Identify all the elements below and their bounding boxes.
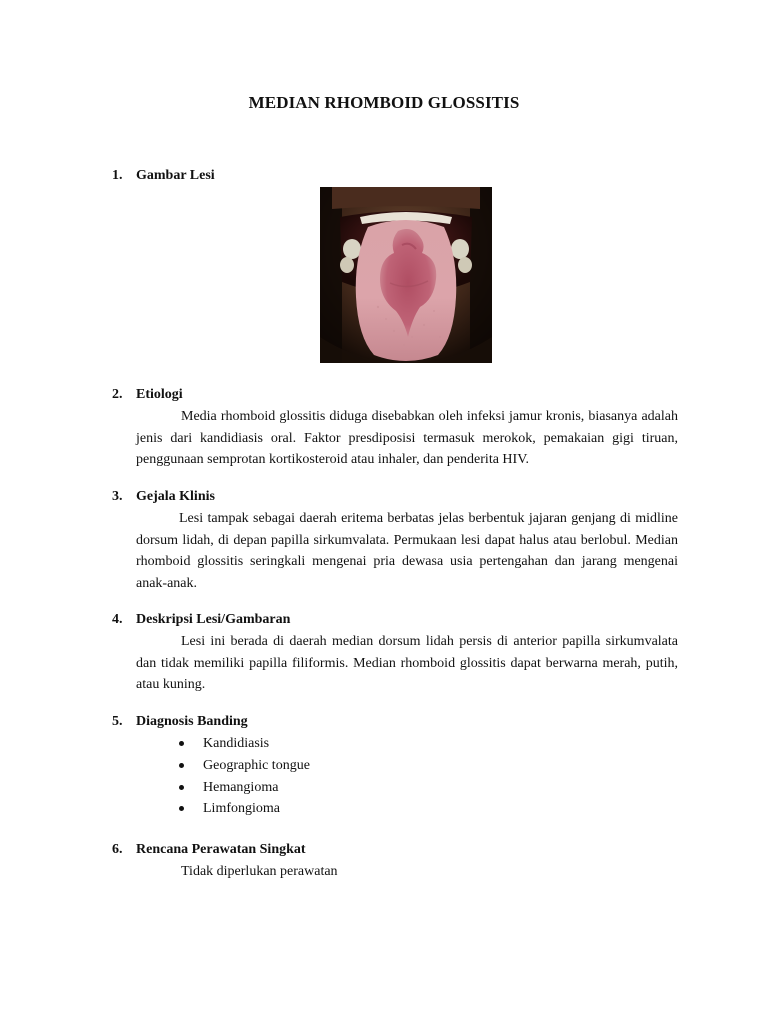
section-heading	[112, 384, 678, 406]
section-number: 1.	[112, 168, 123, 183]
section-title: Gejala Klinis	[136, 489, 215, 504]
list-item	[112, 733, 678, 755]
section-paragraph: Media rhomboid glossitis diduga disebabkan oleh infeksi jamur kronis, biasanya adalah jenis dari kandidiasis oral. Faktor presdiposisi termasuk merokok, pemakaian gigi tiruan, penggunaan semprotan kortikosteroid atau inhaler, dan penderita HIV.	[136, 409, 678, 467]
diagnosis-list	[112, 733, 678, 820]
section-title: Gambar Lesi	[136, 168, 215, 183]
section-number: 4.	[112, 612, 123, 627]
section-number: 2.	[112, 387, 123, 402]
list-item	[112, 798, 678, 820]
section-paragraph: Lesi ini berada di daerah median dorsum lidah persis di anterior papilla sirkumvalata dan tidak memiliki papilla filiformis. Median rhomboid glossitis dapat berwarna merah, putih, atau kuning.	[136, 634, 678, 692]
list-item-label: Limfongioma	[203, 801, 280, 817]
section-etiologi	[112, 384, 678, 471]
section-number: 3.	[112, 489, 123, 504]
section-gejala-klinis	[112, 486, 678, 594]
list-item	[112, 777, 678, 799]
list-item-label: Geographic tongue	[203, 757, 310, 773]
section-heading	[112, 486, 678, 508]
section-heading	[112, 609, 678, 631]
section-heading	[112, 165, 678, 187]
section-deskripsi-lesi	[112, 609, 678, 696]
list-item-label: Hemangioma	[203, 779, 279, 795]
section-rencana-perawatan	[112, 839, 678, 883]
section-gambar-lesi	[112, 165, 678, 187]
section-title: Etiologi	[136, 387, 183, 402]
bullet-icon	[179, 763, 184, 768]
bullet-icon	[179, 741, 184, 746]
section-paragraph: Lesi tampak sebagai daerah eritema berbatas jelas berbentuk jajaran genjang di midline dorsum lidah, di depan papilla sirkumvalata. Permukaan lesi dapat halus atau berlobul. Median rhomboid glossitis seringkali mengenai pria dewasa usia pertengahan dan jarang mengenai anak-anak.	[136, 511, 678, 591]
list-item-label: Kandidiasis	[203, 736, 270, 751]
section-title: Deskripsi Lesi/Gambaran	[136, 612, 291, 627]
page-title: MEDIAN RHOMBOID GLOSSITIS	[248, 93, 520, 112]
list-item	[112, 755, 678, 777]
section-heading	[112, 711, 678, 733]
section-heading	[112, 839, 678, 861]
section-text: Tidak diperlukan perawatan	[181, 864, 338, 879]
bullet-icon	[179, 806, 184, 811]
section-number: 6.	[112, 842, 123, 857]
section-diagnosis-banding	[112, 711, 678, 820]
section-title: Diagnosis Banding	[136, 714, 248, 729]
bullet-icon	[179, 785, 184, 790]
section-title: Rencana Perawatan Singkat	[136, 842, 306, 857]
section-number: 5.	[112, 714, 123, 729]
tongue-lesion-photo	[320, 187, 492, 363]
